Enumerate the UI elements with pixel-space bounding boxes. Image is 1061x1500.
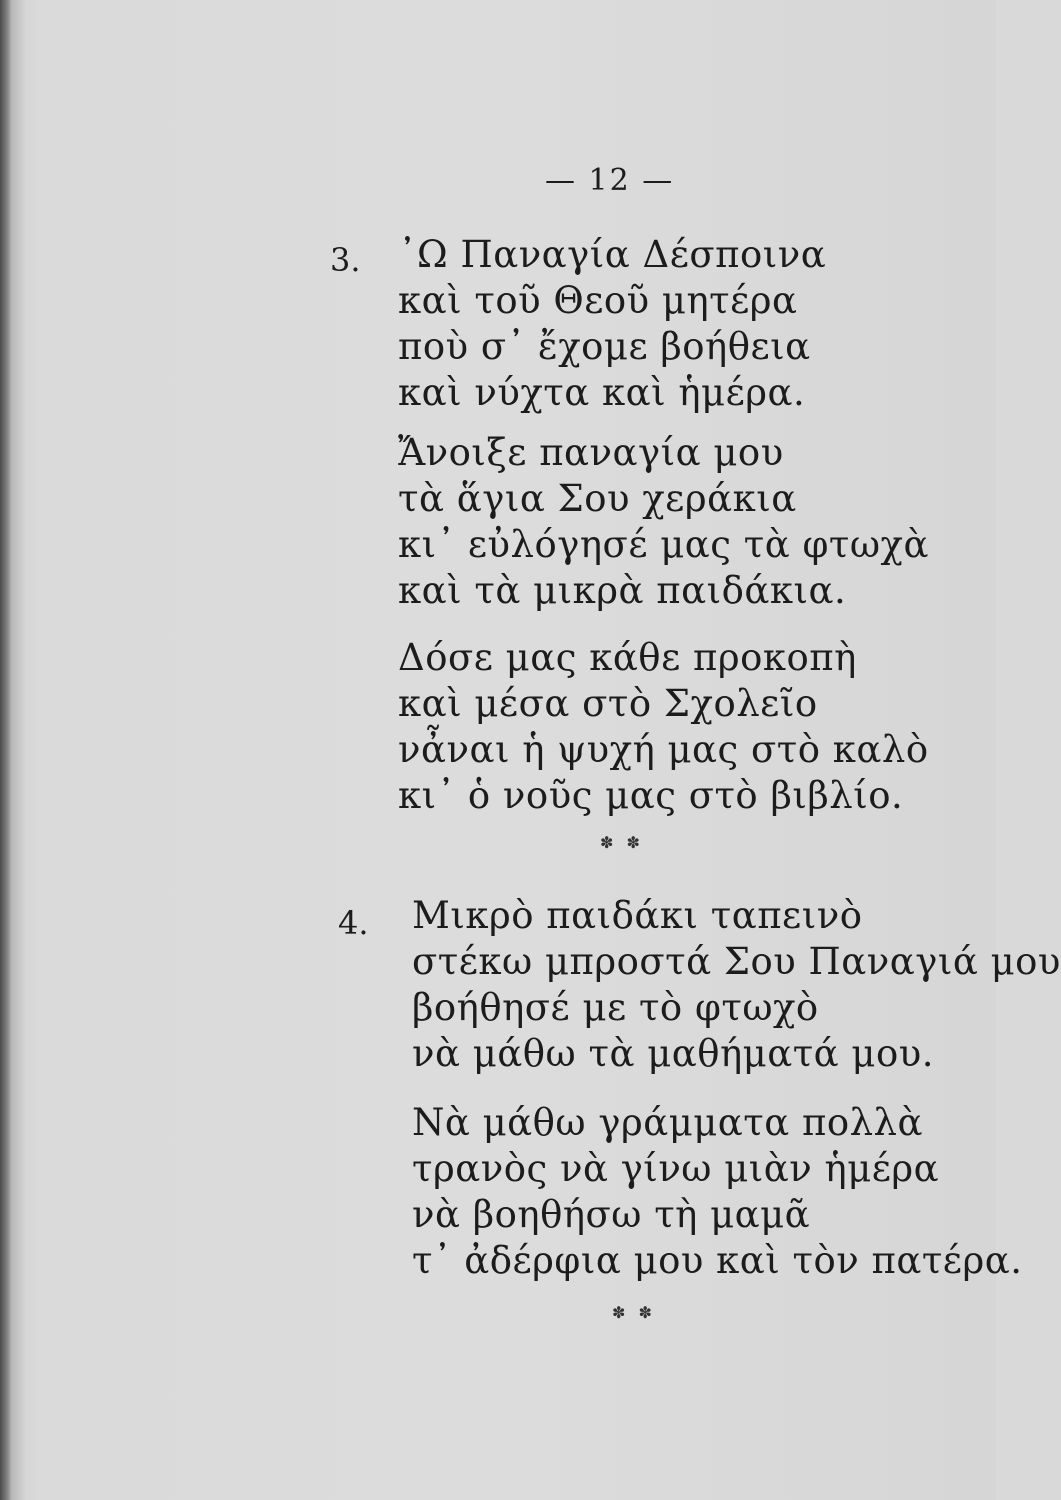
poem-number-3: 3. [330, 241, 361, 279]
poem-4-stanza-2 [412, 1100, 1022, 1284]
verse-line: νὰ βοηθήσω τὴ μαμᾶ [412, 1193, 811, 1236]
verse-line: νὰ μάθω τὰ μαθήματά μου. [412, 1032, 934, 1075]
page-number: — 12 — [545, 163, 675, 198]
poem-3-stanza-3 [398, 635, 929, 819]
verse-line: νἆναι ἡ ψυχή μας στὸ καλὸ [398, 728, 929, 771]
poem-number-4: 4. [338, 904, 369, 942]
verse-line: Νὰ μάθω γράμματα πολλὰ [412, 1101, 923, 1144]
verse-line: καὶ τοῦ Θεοῦ μητέρα [398, 279, 798, 322]
verse-line: στέκω μπροστά Σου Παναγιά μου [412, 940, 1061, 983]
verse-line: κι᾿ εὐλόγησέ μας τὰ φτωχὰ [398, 523, 929, 566]
verse-line: ποὺ σ᾿ ἔχομε βοήθεια [398, 325, 811, 368]
verse-line: κι᾿ ὁ νοῦς μας στὸ βιβλίο. [398, 774, 904, 817]
verse-line: βοήθησέ με τὸ φτωχὸ [412, 986, 819, 1029]
section-divider: ✽ ✽ [600, 833, 644, 852]
section-divider: ✽ ✽ [612, 1303, 656, 1322]
binding-edge [0, 0, 12, 1500]
poem-3-stanza-1 [398, 232, 826, 416]
verse-line: Μικρὸ παιδάκι ταπεινὸ [412, 894, 863, 937]
verse-line: τὰ ἅγια Σου χεράκια [398, 477, 797, 520]
verse-line: Δόσε μας κάθε προκοπὴ [398, 636, 857, 679]
binding-shadow [12, 0, 26, 1500]
verse-line: καὶ τὰ μικρὰ παιδάκια. [398, 569, 847, 612]
verse-line: ᾿Ω Παναγία Δέσποινα [398, 233, 827, 276]
verse-line: Ἄνοιξε παναγία μου [398, 431, 784, 474]
poem-3-stanza-2 [398, 430, 929, 614]
verse-line: καὶ μέσα στὸ Σχολεῖο [398, 682, 818, 725]
verse-line: τρανὸς νὰ γίνω μιὰν ἡμέρα [412, 1147, 940, 1190]
verse-line: τ᾿ ἀδέρφια μου καὶ τὸν πατέρα. [412, 1239, 1023, 1282]
verse-line: καὶ νύχτα καὶ ἡμέρα. [398, 371, 806, 414]
poem-4-stanza-1 [412, 893, 1061, 1077]
